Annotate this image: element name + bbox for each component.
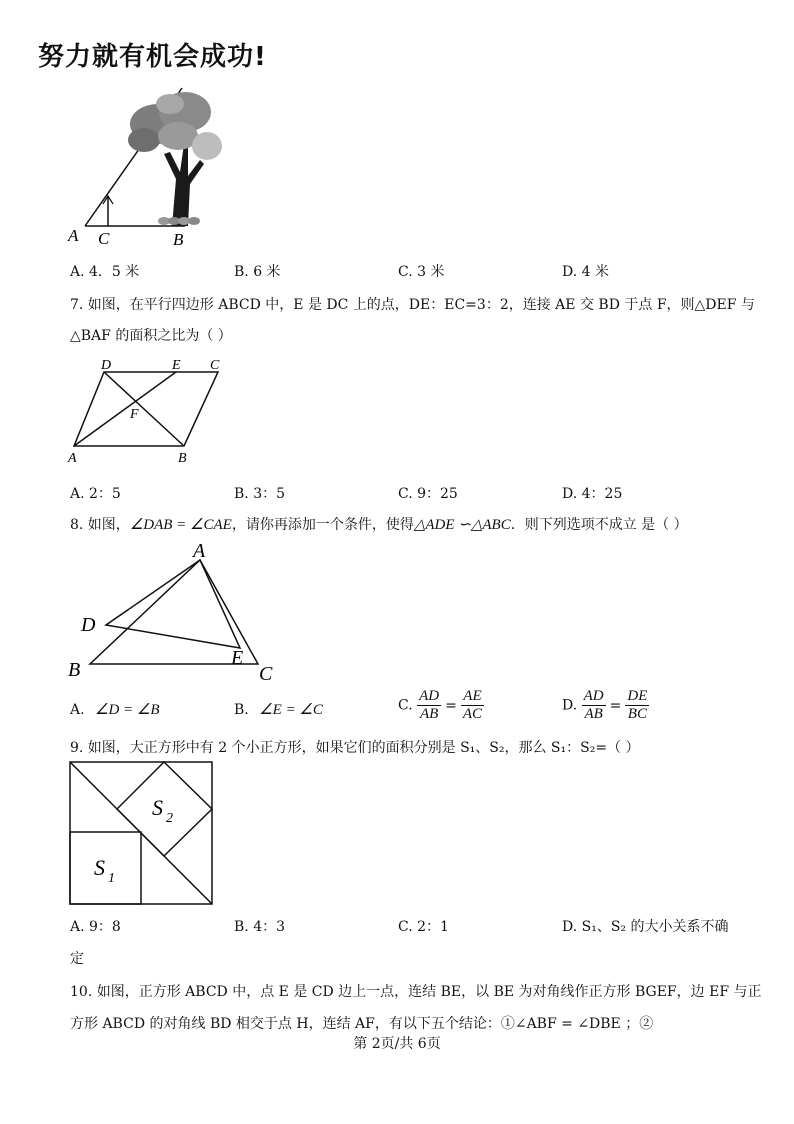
- q8-label-d: D: [81, 614, 96, 636]
- q9-label-s2-sub: 2: [166, 811, 173, 826]
- q9-option-c[interactable]: C. 2：1: [398, 919, 449, 935]
- q6-tree-figure: [60, 84, 240, 252]
- q7-option-a[interactable]: A. 2：5: [70, 486, 121, 502]
- q8-option-d-eq: =: [609, 697, 622, 714]
- q8-label-c: C: [259, 663, 273, 685]
- q7-label-b: B: [178, 451, 187, 466]
- q9-option-b[interactable]: B. 4：3: [234, 919, 286, 935]
- q8-option-d-frac2: $\frac{DE}{BC}$: [627, 688, 648, 722]
- q8-option-b-expr: ∠E = ∠C: [259, 702, 323, 718]
- q7-option-d[interactable]: D. 4：25: [562, 486, 623, 502]
- q8-option-c-prefix: C.: [398, 697, 413, 714]
- q8-option-c-frac1: $\frac{AD}{AB}$: [419, 688, 440, 722]
- q6-option-c[interactable]: C. 3 米: [398, 264, 445, 280]
- q8-triangle-figure: [62, 538, 292, 688]
- q10-question-line2: 方形 ABCD 的对角线 BD 相交于点 H，连结 AF，有以下五个结论：①∠ABF = ∠DBE ；②: [70, 1016, 654, 1032]
- q9-squares-figure: [68, 760, 216, 908]
- q8-condition: ∠DAB = ∠CAE: [129, 517, 232, 533]
- q9-small-square-s1: [70, 832, 141, 904]
- q9-option-d-continuation: 定: [70, 951, 84, 967]
- q6-option-b[interactable]: B. 6 米: [234, 264, 281, 280]
- q8-label-e: E: [231, 647, 244, 669]
- q8-option-c-frac2: $\frac{AE}{AC}$: [462, 688, 483, 722]
- q9-option-a[interactable]: A. 9：8: [70, 919, 121, 935]
- q8-option-a-prefix: A.: [70, 702, 85, 718]
- motto-banner: 努力就有机会成功!: [38, 42, 267, 72]
- q8-suffix: ．则下列选项不成立 是（ ）: [510, 517, 688, 533]
- q9-question: 9. 如图，大正方形中有 2 个小正方形，如果它们的面积分别是 S₁、S₂，那么 S₁：S₂=（ ）: [70, 740, 640, 756]
- q8-question: [70, 514, 688, 534]
- q8-option-c-eq: =: [445, 697, 457, 714]
- q8-option-b-prefix: B.: [234, 702, 249, 718]
- q9-label-s2: S: [152, 795, 163, 820]
- q6-label-c: C: [98, 229, 110, 248]
- q7-label-a: A: [68, 451, 77, 466]
- q6-label-a: A: [68, 226, 79, 245]
- q6-option-d[interactable]: D. 4 米: [562, 264, 609, 280]
- q6-label-b: B: [173, 230, 184, 249]
- q8-option-c[interactable]: [398, 688, 484, 723]
- q7-diagonal-bd: [104, 372, 184, 446]
- q8-option-a[interactable]: [70, 700, 160, 719]
- q8-option-b[interactable]: [234, 700, 323, 719]
- q9-small-square-s2: [117, 762, 212, 856]
- q8-similarity: △ADE ∽△ABC: [413, 517, 511, 533]
- q9-option-d[interactable]: D. S₁、S₂ 的大小关系不确: [562, 919, 729, 935]
- q6-option-a[interactable]: A. 4．5 米: [70, 264, 140, 280]
- q9-label-s1: S: [94, 855, 105, 880]
- q7-option-c[interactable]: C. 9：25: [398, 486, 458, 502]
- q7-label-d: D: [101, 358, 112, 373]
- q8-label-b: B: [68, 659, 81, 681]
- q9-label-s1-sub: 1: [108, 871, 115, 886]
- q8-option-d-frac1: $\frac{AD}{AB}$: [583, 688, 604, 722]
- q7-parallelogram: [74, 372, 218, 446]
- q7-label-c: C: [210, 358, 220, 373]
- q8-option-a-expr: ∠D = ∠B: [95, 702, 160, 718]
- q8-option-d-prefix: D.: [562, 697, 578, 714]
- q8-prefix: 8. 如图，: [70, 517, 130, 533]
- q7-parallelogram-figure: [60, 352, 240, 470]
- q7-label-f: F: [130, 407, 139, 422]
- q6-tree-foliage: [128, 92, 222, 160]
- q8-triangle-ade: [106, 560, 240, 648]
- q7-label-e: E: [172, 358, 181, 373]
- q7-question-line2: △BAF 的面积之比为（ ）: [70, 328, 232, 344]
- page-number-footer: 第 2页/共 6页: [353, 1036, 441, 1052]
- q7-question-line1: 7. 如图，在平行四边形 ABCD 中，E 是 DC 上的点，DE：EC=3：2，连接 AE 交 BD 于点 F，则△DEF 与: [70, 297, 755, 313]
- q8-middle: ，请你再添加一个条件，使得: [231, 517, 414, 533]
- q7-option-b[interactable]: B. 3：5: [234, 486, 286, 502]
- q10-question-line1: 10. 如图，正方形 ABCD 中，点 E 是 CD 边上一点，连结 BE，以 BE 为对角线作正方形 BGEF，边 EF 与正: [70, 984, 762, 1000]
- q8-option-d[interactable]: [562, 688, 649, 723]
- q8-label-a: A: [193, 540, 206, 562]
